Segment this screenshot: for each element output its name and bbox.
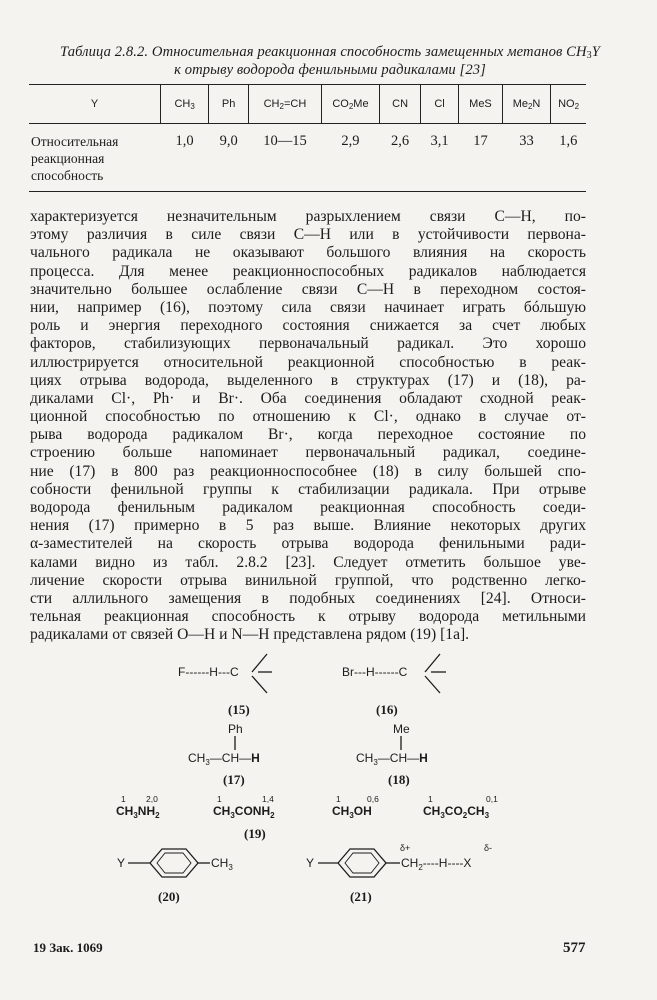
label-15: (15) bbox=[228, 702, 250, 717]
text-line: чального радикала не оказывают большого влияния на скорость bbox=[30, 244, 586, 262]
bond-16-up bbox=[425, 654, 440, 672]
col-no2: NO2 bbox=[551, 84, 586, 123]
value-ph: 9,0 bbox=[219, 133, 238, 149]
text-line: нения (17) примерно в 5 раз выше. Влияние некоторых других bbox=[30, 517, 586, 535]
text-line: характеризуется незначительным разрыхлением связи C—H, по- bbox=[30, 208, 586, 225]
value-co2me: 2,9 bbox=[341, 133, 360, 149]
structure-15: F------H---C bbox=[178, 665, 239, 679]
text-line: ние (17) в 800 раз реакционноспособнее (18) в силу большей спо- bbox=[30, 462, 586, 480]
s19-num-3a: 1 bbox=[336, 794, 341, 804]
text-line: строению больше напоминает первоначальный радикал, соедине- bbox=[30, 444, 586, 462]
label-17: (17) bbox=[223, 772, 245, 787]
s19-num-3b: 0,6 bbox=[367, 794, 379, 804]
text-line: нии, например (16), поэтому сила связи начинает играть бóльшую bbox=[30, 298, 586, 316]
col-cl: Cl bbox=[421, 84, 459, 123]
value-no2: 1,6 bbox=[559, 133, 578, 149]
text-line: калами видно из табл. 2.8.2 [23]. Следует отметить большое уве- bbox=[30, 553, 586, 571]
structure-18-substituent: Me bbox=[393, 722, 410, 736]
col-y: Y bbox=[90, 97, 99, 110]
text-line: циях отрыва водорода, выделенного в структурах (17) и (18), ра- bbox=[30, 371, 586, 389]
signature-mark: 19 Зак. 1069 bbox=[33, 940, 103, 955]
s19-num-1b: 2,0 bbox=[146, 794, 158, 804]
structure-20-methyl: $CH_3$ bbox=[211, 856, 233, 872]
label-16: (16) bbox=[376, 702, 398, 717]
col-ch3: CH3 bbox=[161, 84, 209, 123]
text-line: дикалами Cl·, Ph· и Br·. Оба соединения обладают сходной реак- bbox=[30, 389, 586, 407]
structure-21-y: Y bbox=[306, 856, 315, 870]
s19-compound-4: $CH_3CO_2CH_3$ bbox=[423, 804, 490, 820]
s19-num-4a: 1 bbox=[428, 794, 433, 804]
value-cl: 3,1 bbox=[430, 133, 449, 149]
value-ch3: 1,0 bbox=[175, 133, 194, 149]
value-mes: 17 bbox=[473, 133, 488, 149]
label-21: (21) bbox=[350, 889, 372, 904]
s19-compound-1: $CH_3NH_2$ bbox=[116, 804, 160, 820]
text-line: тельная реакционная способность к отрыву водорода метильными bbox=[30, 608, 586, 626]
col-co2me: CO2Me bbox=[321, 84, 379, 123]
text-line: иллюстрируется относительной реакционной способностью в реак- bbox=[30, 353, 586, 371]
ring-20-inner bbox=[157, 853, 191, 873]
structure-21-chain: $CH_2----H----X$ bbox=[401, 856, 472, 872]
text-line: собности фенильной группы к стабилизации радикала. При отрыве bbox=[30, 480, 586, 498]
text-line: α-заместителей на скорость отрыва водорода фенильными ради- bbox=[30, 535, 586, 553]
text-line: сти аллильного замещения в подобных соединениях [24]. Относи- bbox=[30, 589, 586, 607]
caption-sub: 3 bbox=[586, 50, 592, 61]
value-vinyl: 10—15 bbox=[263, 133, 307, 149]
text-line: значительно большее ослабление связи C—H в переходном состоя- bbox=[30, 280, 586, 298]
value-me2n: 33 bbox=[519, 133, 534, 149]
structure-17: $CH_3—CH—H$ bbox=[188, 751, 260, 767]
structure-18: $CH_3—CH—H$ bbox=[356, 751, 428, 767]
caption-line1-a: Таблица 2.8.2. Относительная реакционная способность замещенных метанов CH bbox=[60, 44, 587, 60]
bond-15-up bbox=[252, 654, 267, 672]
structure-20-y: Y bbox=[117, 856, 126, 870]
structure-16: Br---H------C bbox=[342, 665, 408, 679]
col-cn: CN bbox=[380, 84, 421, 123]
s19-num-4b: 0,1 bbox=[486, 794, 498, 804]
s19-num-2a: 1 bbox=[217, 794, 222, 804]
s19-num-2b: 1,4 bbox=[262, 794, 274, 804]
col-vinyl: CH2=CH bbox=[249, 84, 322, 123]
s19-compound-3: $CH_3OH$ bbox=[332, 804, 372, 820]
label-18: (18) bbox=[388, 772, 410, 787]
text-line: рыва водорода радикалом Br·, когда переходное состояние по bbox=[30, 426, 586, 444]
ring-21-inner bbox=[345, 853, 379, 873]
col-ph: Ph bbox=[209, 84, 249, 123]
delta-plus: δ+ bbox=[400, 843, 411, 853]
text-line: ционной способностью по отношению к Cl·, однако в случае от- bbox=[30, 408, 586, 426]
text-line: этому различия в силе связи C—H или в устойчивости первона- bbox=[30, 226, 586, 244]
s19-num-1a: 1 bbox=[121, 794, 126, 804]
col-me2n: Me2N bbox=[502, 84, 550, 123]
text-line: личение скорости отрыва винильной группой, что родственно легко- bbox=[30, 571, 586, 589]
text-line: факторов, стабилизующих первоначальный радикал. Это хорошо bbox=[30, 335, 586, 353]
caption-line2: к отрыву водорода фенильными радикалами [23] bbox=[174, 62, 486, 78]
value-cn: 2,6 bbox=[391, 133, 410, 149]
text-line: процесса. Для менее реакционноспособных радикалов наблюдается bbox=[30, 262, 586, 280]
label-19: (19) bbox=[244, 826, 266, 841]
row-label: Относительная реакционная способность bbox=[31, 134, 119, 183]
caption-line1-b: Y bbox=[591, 44, 600, 60]
text-line: радикалами от связей O—H и N—H представлена рядом (19) [1a]. bbox=[30, 626, 470, 644]
bond-16-down bbox=[425, 676, 440, 693]
bond-15-down bbox=[252, 676, 267, 693]
structure-17-substituent: Ph bbox=[228, 722, 243, 736]
col-mes: MeS bbox=[458, 84, 502, 123]
label-20: (20) bbox=[158, 889, 180, 904]
text-line: водорода фенильным радикалом реакционная способность соеди- bbox=[30, 499, 586, 516]
text-line: роль и энергия переходного состояния снижается за счет любых bbox=[30, 317, 586, 335]
page-number: 577 bbox=[563, 940, 586, 956]
s19-compound-2: $CH_3CONH_2$ bbox=[213, 804, 275, 820]
delta-minus: δ- bbox=[484, 843, 493, 853]
